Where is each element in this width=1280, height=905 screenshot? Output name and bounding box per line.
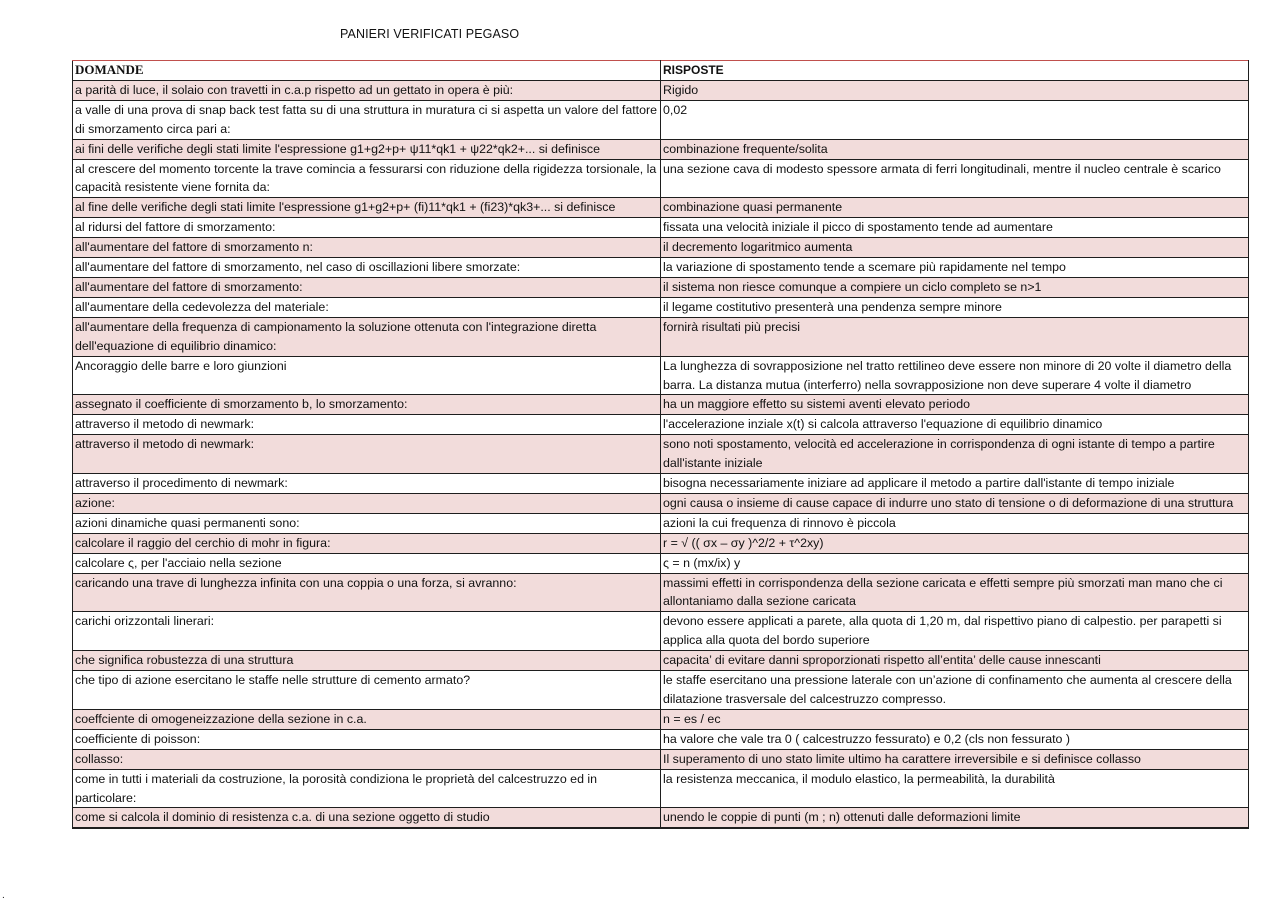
- question-cell: coeffciente di omogeneizzazione della sezione in c.a.: [73, 709, 661, 729]
- question-cell: caricando una trave di lunghezza infinita con una coppia o una forza, si avranno:: [73, 573, 661, 612]
- question-cell: al crescere del momento torcente la trave comincia a fessurarsi con riduzione della rigidezza torsionale, la capacità resistente viene fornita da:: [73, 159, 661, 198]
- answer-cell: ogni causa o insieme di cause capace di indurre uno stato di tensione o di deformazione di una struttura: [661, 493, 1249, 513]
- table-row: [73, 100, 1249, 139]
- question-cell: calcolare il raggio del cerchio di mohr in figura:: [73, 533, 661, 553]
- answer-cell: r = √ (( σx – σy )^2/2 + τ^2xy): [661, 533, 1249, 553]
- table-row: [73, 297, 1249, 317]
- answer-cell: il decremento logaritmico aumenta: [661, 238, 1249, 258]
- answer-cell: sono noti spostamento, velocità ed accelerazione in corrispondenza di ogni istante di tempo a partire dall'istante iniziale: [661, 435, 1249, 474]
- table-row: [73, 415, 1249, 435]
- table-row: [73, 258, 1249, 278]
- question-cell: coefficiente di poisson:: [73, 729, 661, 749]
- table-row: [73, 651, 1249, 671]
- answer-cell: fissata una velocità iniziale il picco di spostamento tende ad aumentare: [661, 218, 1249, 238]
- answer-cell: il legame costitutivo presenterà una pendenza sempre minore: [661, 297, 1249, 317]
- question-cell: all'aumentare del fattore di smorzamento n:: [73, 238, 661, 258]
- answer-cell: massimi effetti in corrispondenza della sezione caricata e effetti sempre più smorzati man mano che ci allontaniamo dalla sezione caricata: [661, 573, 1249, 612]
- answer-cell: 0,02: [661, 100, 1249, 139]
- question-cell: all'aumentare del fattore di smorzamento:: [73, 277, 661, 297]
- table-row: [73, 612, 1249, 651]
- answer-cell: una sezione cava di modesto spessore armata di ferri longitudinali, mentre il nucleo centrale è scarico: [661, 159, 1249, 198]
- question-cell: che significa robustezza di una struttura: [73, 651, 661, 671]
- answer-cell: capacita’ di evitare danni sproporzionati rispetto all’entita’ delle cause innescanti: [661, 651, 1249, 671]
- answer-cell: ha valore che vale tra 0 ( calcestruzzo fessurato) e 0,2 (cls non fessurato ): [661, 729, 1249, 749]
- answer-cell: combinazione frequente/solita: [661, 139, 1249, 159]
- question-cell: calcolare ς, per l'acciaio nella sezione: [73, 553, 661, 573]
- question-cell: al fine delle verifiche degli stati limite l'espressione g1+g2+p+ (fi)11*qk1 + (fi23)*qk3+... si definisce: [73, 198, 661, 218]
- answer-cell: l'accelerazione inziale x(t) si calcola attraverso l'equazione di equilibrio dinamico: [661, 415, 1249, 435]
- answer-cell: la variazione di spostamento tende a scemare più rapidamente nel tempo: [661, 258, 1249, 278]
- header-domande: DOMANDE: [73, 61, 661, 81]
- answer-cell: il sistema non riesce comunque a compiere un ciclo completo se n>1: [661, 277, 1249, 297]
- question-cell: al ridursi del fattore di smorzamento:: [73, 218, 661, 238]
- question-cell: come si calcola il dominio di resistenza c.a. di una sezione oggetto di studio: [73, 808, 661, 828]
- table-row: [73, 493, 1249, 513]
- question-cell: assegnato il coefficiente di smorzamento b, lo smorzamento:: [73, 395, 661, 415]
- question-cell: attraverso il procedimento di newmark:: [73, 474, 661, 494]
- table-row: [73, 159, 1249, 198]
- answer-cell: Rigido: [661, 80, 1249, 100]
- table-row: [73, 317, 1249, 356]
- question-cell: all'aumentare della frequenza di campionamento la soluzione ottenuta con l'integrazione diretta dell'equazione di equilibrio dinamico:: [73, 317, 661, 356]
- table-row: [73, 80, 1249, 100]
- answer-cell: ς = n (mx/ix) y: [661, 553, 1249, 573]
- question-cell: come in tutti i materiali da costruzione, la porosità condiziona le proprietà del calcestruzzo ed in particolare:: [73, 769, 661, 808]
- question-cell: Ancoraggio delle barre e loro giunzioni: [73, 356, 661, 395]
- question-cell: azione:: [73, 493, 661, 513]
- table-row: [73, 573, 1249, 612]
- answer-cell: le staffe esercitano una pressione laterale con un’azione di confinamento che aumenta al crescere della dilatazione trasversale del calcestruzzo compresso.: [661, 671, 1249, 710]
- table-row: [73, 238, 1249, 258]
- question-cell: azioni dinamiche quasi permanenti sono:: [73, 513, 661, 533]
- question-cell: a parità di luce, il solaio con travetti in c.a.p rispetto ad un gettato in opera è più:: [73, 80, 661, 100]
- table-row: [73, 671, 1249, 710]
- question-cell: attraverso il metodo di newmark:: [73, 415, 661, 435]
- answer-cell: fornirà risultati più precisi: [661, 317, 1249, 356]
- table-row: [73, 474, 1249, 494]
- question-cell: a valle di una prova di snap back test fatta su di una struttura in muratura ci si aspetta un valore del fattore di smorzamento circa pari a:: [73, 100, 661, 139]
- table-row: [73, 533, 1249, 553]
- table-row: [73, 277, 1249, 297]
- answer-cell: la resistenza meccanica, il modulo elastico, la permeabilità, la durabilità: [661, 769, 1249, 808]
- table-row: [73, 749, 1249, 769]
- answer-cell: Il superamento di uno stato limite ultimo ha carattere irreversibile e si definisce collasso: [661, 749, 1249, 769]
- table-row: [73, 395, 1249, 415]
- table-row: [73, 808, 1249, 828]
- header-risposte: RISPOSTE: [661, 61, 1249, 81]
- question-cell: all'aumentare della cedevolezza del materiale:: [73, 297, 661, 317]
- qa-table: [72, 60, 1249, 829]
- question-cell: ai fini delle verifiche degli stati limite l'espressione g1+g2+p+ ψ11*qk1 + ψ22*qk2+... si definisce: [73, 139, 661, 159]
- answer-cell: La lunghezza di sovrapposizione nel tratto rettilineo deve essere non minore di 20 volte il diametro della barra. La distanza mutua (interferro) nella sovrapposizione non deve superare 4 volte il diametro: [661, 356, 1249, 395]
- answer-cell: azioni la cui frequenza di rinnovo è piccola: [661, 513, 1249, 533]
- table-row: [73, 709, 1249, 729]
- table-row: [73, 729, 1249, 749]
- table-row: [73, 513, 1249, 533]
- question-cell: carichi orizzontali linerari:: [73, 612, 661, 651]
- table-row: [73, 139, 1249, 159]
- table-row: [73, 218, 1249, 238]
- question-cell: all'aumentare del fattore di smorzamento, nel caso di oscillazioni libere smorzate:: [73, 258, 661, 278]
- table-row: [73, 435, 1249, 474]
- answer-cell: devono essere applicati a parete, alla quota di 1,20 m, dal rispettivo piano di calpestio. per parapetti si applica alla quota del bordo superiore: [661, 612, 1249, 651]
- table-header-row: [73, 61, 1249, 81]
- answer-cell: bisogna necessariamente iniziare ad applicare il metodo a partire dall'istante di tempo iniziale: [661, 474, 1249, 494]
- table-row: [73, 198, 1249, 218]
- table-row: [73, 769, 1249, 808]
- table-row: [73, 553, 1249, 573]
- question-cell: attraverso il metodo di newmark:: [73, 435, 661, 474]
- answer-cell: n = es / ec: [661, 709, 1249, 729]
- answer-cell: combinazione quasi permanente: [661, 198, 1249, 218]
- answer-cell: unendo le coppie di punti (m ; n) ottenuti dalle deformazioni limite: [661, 808, 1249, 828]
- stray-mark: .: [2, 890, 5, 901]
- answer-cell: ha un maggiore effetto su sistemi aventi elevato periodo: [661, 395, 1249, 415]
- document-title: PANIERI VERIFICATI PEGASO: [340, 27, 520, 41]
- question-cell: collasso:: [73, 749, 661, 769]
- question-cell: che tipo di azione esercitano le staffe nelle strutture di cemento armato?: [73, 671, 661, 710]
- table-row: [73, 356, 1249, 395]
